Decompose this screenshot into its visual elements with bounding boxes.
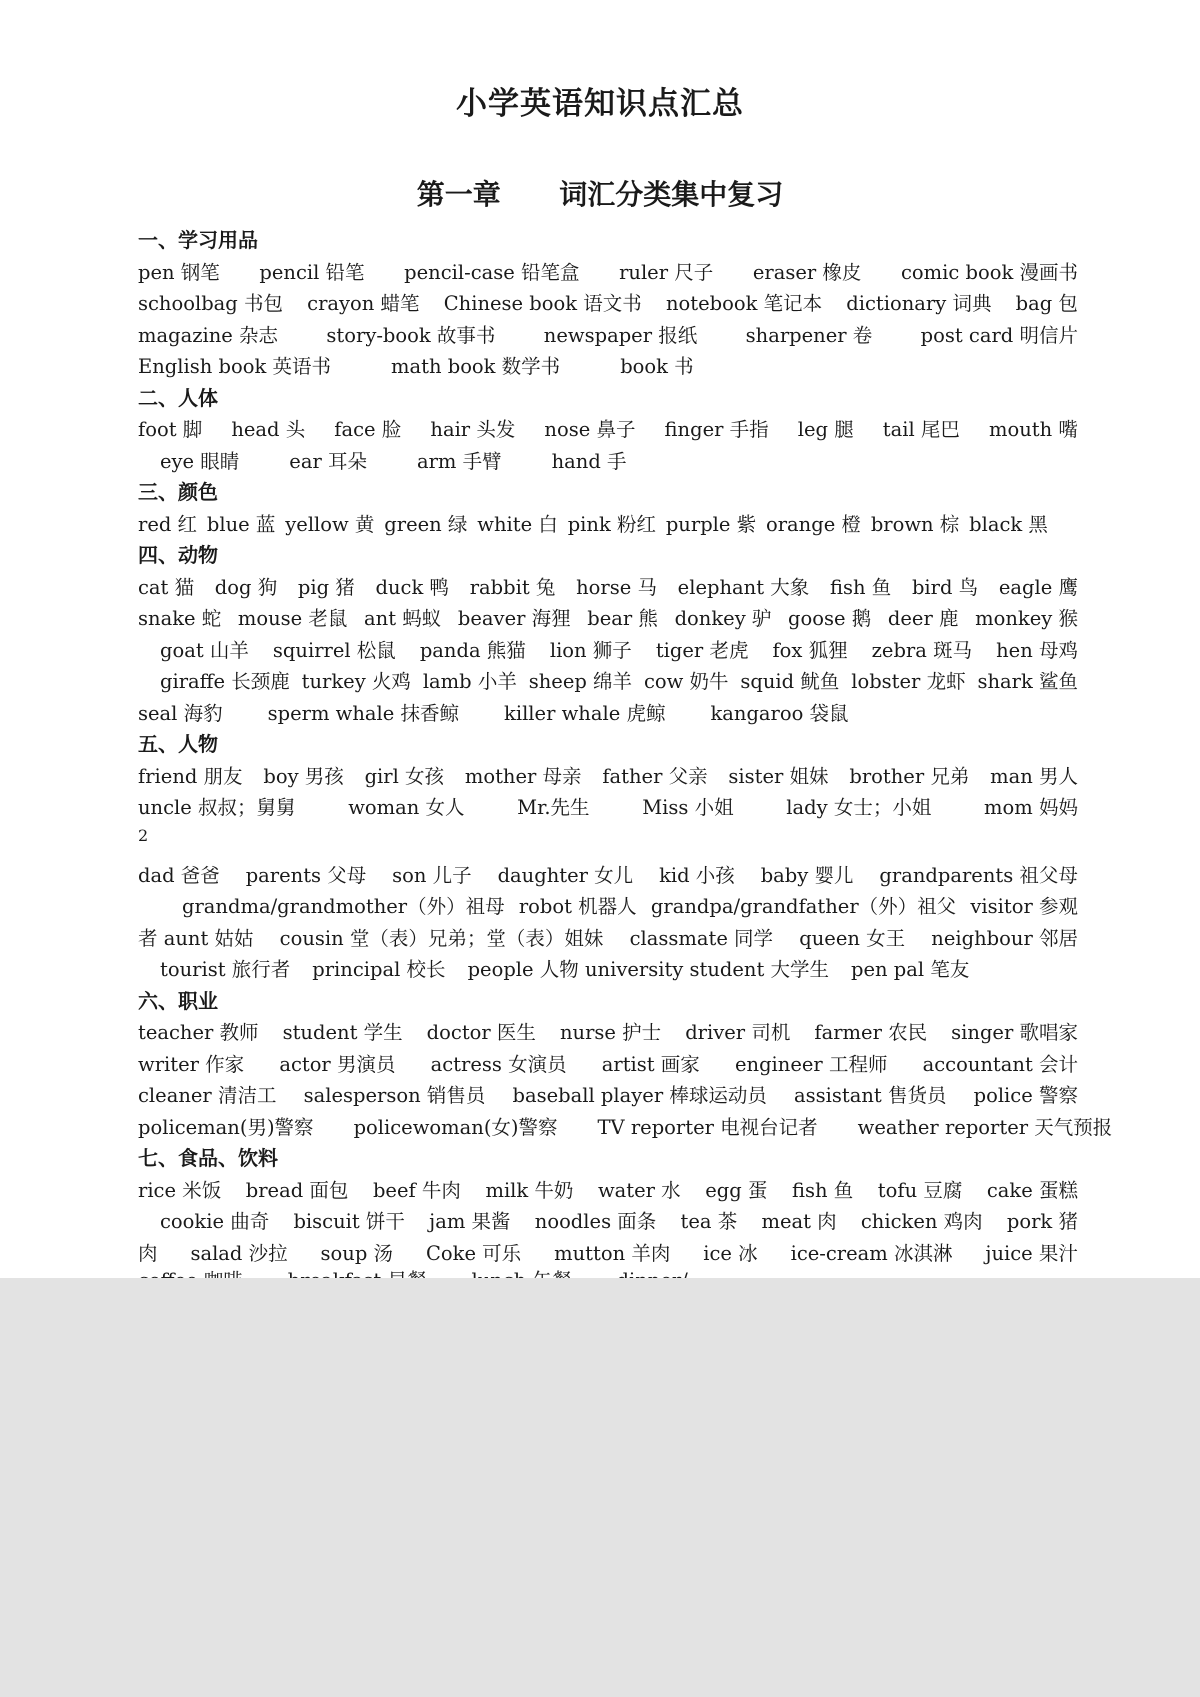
- vocab-entry: sister 姐妹: [728, 765, 829, 788]
- vocab-entry: horse 马: [576, 576, 657, 599]
- vocab-entry: policeman(男)警察: [138, 1116, 314, 1139]
- vocab-entry: bird 鸟: [911, 576, 979, 599]
- vocab-entry: turkey 火鸡: [301, 670, 411, 693]
- vocab-line: [138, 257, 1078, 288]
- section-heading: 一、学习用品: [138, 228, 258, 252]
- vocab-entry: fox 狐狸: [772, 639, 848, 662]
- vocab-entry: mouth 嘴: [989, 418, 1078, 441]
- vocab-entry: lamb 小羊: [422, 670, 517, 693]
- vocab-line: [138, 1175, 1078, 1206]
- vocab-entry: hand 手: [551, 450, 627, 473]
- vocab-entry: squirrel 松鼠: [272, 639, 396, 662]
- vocab-entry: engineer 工程师: [734, 1053, 888, 1076]
- page-number: 2: [138, 826, 149, 845]
- vocab-entry: squid 鱿鱼: [740, 670, 840, 693]
- vocab-entry: giraffe 长颈鹿: [160, 670, 290, 693]
- vocab-entry: beef 牛肉: [372, 1179, 461, 1202]
- vocab-entry: tofu 豆腐: [877, 1179, 963, 1202]
- vocab-entry: crayon 蜡笔: [307, 292, 420, 315]
- vocab-entry: tourist 旅行者: [160, 958, 291, 981]
- vocab-line: [138, 603, 1078, 634]
- vocab-entry: elephant 大象: [677, 576, 810, 599]
- vocab-entry: cookie 曲奇: [160, 1210, 270, 1233]
- vocab-entry: policewoman(女)警察: [353, 1116, 558, 1139]
- vocab-entry: pen pal 笔友: [851, 958, 970, 981]
- vocab-line: [138, 1049, 1078, 1080]
- vocab-line: [138, 288, 1078, 319]
- vocab-entry: chicken 鸡肉: [860, 1210, 983, 1233]
- vocab-entry: Chinese book 语文书: [443, 292, 642, 315]
- section-heading: 二、人体: [138, 386, 218, 410]
- vocab-entry: black 黑: [969, 513, 1048, 536]
- vocab-line: [160, 1206, 1078, 1237]
- vocab-entry: artist 画家: [601, 1053, 700, 1076]
- unrendered-page-area: [0, 1278, 1200, 1697]
- vocab-entry: panda 熊猫: [419, 639, 526, 662]
- vocab-entry: fish 鱼: [829, 576, 892, 599]
- vocab-entry: grandparents 祖父母: [879, 864, 1078, 887]
- vocab-entry: water 水: [597, 1179, 681, 1202]
- vocab-entry: meat 肉: [761, 1210, 837, 1233]
- vocab-entry: goose 鹅: [788, 607, 872, 630]
- vocab-line: [160, 666, 1078, 697]
- vocab-entry: tail 尾巴: [882, 418, 960, 441]
- vocab-entry: head 头: [231, 418, 306, 441]
- vocab-entry: tiger 老虎: [655, 639, 749, 662]
- section-heading: 三、颜色: [138, 480, 218, 504]
- vocab-entry: noodles 面条: [534, 1210, 657, 1233]
- vocab-entry: rabbit 兔: [469, 576, 556, 599]
- vocab-entry: cat 猫: [138, 576, 195, 599]
- vocab-entry: arm 手臂: [416, 450, 502, 473]
- vocab-entry: robot 机器人: [518, 895, 637, 918]
- vocab-entry: brown 棕: [870, 513, 960, 536]
- vocab-entry: math book 数学书: [391, 355, 561, 378]
- vocab-entry: sheep 绵羊: [528, 670, 633, 693]
- vocab-entry: teacher 教师: [138, 1021, 259, 1044]
- vocab-entry: neighbour 邻居: [931, 927, 1078, 950]
- vocab-entry: farmer 农民: [814, 1021, 928, 1044]
- vocab-line: [138, 1017, 1078, 1048]
- vocab-entry: actor 男演员: [279, 1053, 396, 1076]
- vocab-entry: shark 鲨鱼: [977, 670, 1078, 693]
- vocab-entry: white 白: [477, 513, 558, 536]
- vocab-entry: notebook 笔记本: [665, 292, 823, 315]
- vocab-entry: visitor 参观: [970, 895, 1078, 918]
- vocab-entry: accountant 会计: [922, 1053, 1078, 1076]
- section-heading: 七、食品、饮料: [138, 1146, 278, 1170]
- section-heading: 四、动物: [138, 543, 218, 567]
- vocab-entry: assistant 售货员: [794, 1084, 947, 1107]
- vocab-entry: singer 歌唱家: [951, 1021, 1078, 1044]
- vocab-entry: Mr.先生: [517, 796, 590, 819]
- vocab-line: [138, 698, 894, 729]
- vocab-entry: eagle 鹰: [998, 576, 1078, 599]
- vocab-entry: grandpa/grandfather（外）祖父: [650, 895, 957, 918]
- vocab-line: [138, 572, 1078, 603]
- vocab-entry: cleaner 清洁工: [138, 1084, 277, 1107]
- vocab-entry: salesperson 销售员: [303, 1084, 486, 1107]
- vocab-entry: doctor 医生: [426, 1021, 536, 1044]
- vocab-entry: snake 蛇: [138, 607, 222, 630]
- section-heading: 五、人物: [138, 732, 218, 756]
- vocab-entry: Coke 可乐: [425, 1242, 522, 1265]
- vocab-entry: weather reporter 天气预报: [857, 1116, 1113, 1139]
- vocab-entry: baby 婴儿: [760, 864, 854, 887]
- vocab-entry: newspaper 报纸: [543, 324, 698, 347]
- vocab-entry: cow 奶牛: [643, 670, 729, 693]
- vocab-entry: pencil-case 铅笔盒: [404, 261, 580, 284]
- vocab-entry: seal 海豹: [138, 702, 223, 725]
- vocab-line: [138, 414, 1078, 445]
- vocab-line: [138, 351, 754, 382]
- vocab-entry: hen 母鸡: [996, 639, 1078, 662]
- vocab-entry: book 书: [620, 355, 694, 378]
- vocab-entry: bag 包: [1015, 292, 1078, 315]
- vocab-entry: dictionary 词典: [846, 292, 992, 315]
- vocab-entry: yellow 黄: [285, 513, 375, 536]
- vocab-entry: pencil 铅笔: [259, 261, 365, 284]
- vocab-entry: leg 腿: [797, 418, 854, 441]
- vocab-entry: egg 蛋: [705, 1179, 768, 1202]
- vocab-entry: police 警察: [973, 1084, 1078, 1107]
- vocab-line: [138, 509, 1048, 540]
- vocab-entry: tea 茶: [680, 1210, 738, 1233]
- vocab-line: [138, 1112, 1152, 1143]
- vocab-entry: student 学生: [282, 1021, 403, 1044]
- vocab-line: [160, 446, 677, 477]
- vocab-entry: uncle 叔叔；舅舅: [138, 796, 296, 819]
- vocab-entry: jam 果酱: [429, 1210, 511, 1233]
- vocab-entry: duck 鸭: [375, 576, 449, 599]
- vocab-entry: boy 男孩: [263, 765, 344, 788]
- vocab-entry: pen 钢笔: [138, 261, 220, 284]
- vocab-entry: zebra 斑马: [871, 639, 973, 662]
- vocab-entry: bread 面包: [245, 1179, 349, 1202]
- vocab-line: [138, 761, 1078, 792]
- vocab-line: [160, 635, 1078, 666]
- vocab-entry: TV reporter 电视台记者: [597, 1116, 818, 1139]
- vocab-entry: cake 蛋糕: [986, 1179, 1078, 1202]
- vocab-entry: soup 汤: [320, 1242, 394, 1265]
- vocab-entry: classmate 同学: [629, 927, 774, 950]
- vocab-line: [138, 1080, 1078, 1111]
- vocab-entry: purple 紫: [665, 513, 757, 536]
- vocab-entry: comic book 漫画书: [900, 261, 1078, 284]
- vocab-entry: people 人物 university student 大学生: [467, 958, 830, 981]
- vocab-entry: magazine 杂志: [138, 324, 279, 347]
- vocab-entry: milk 牛奶: [485, 1179, 574, 1202]
- vocab-entry: ice 冰: [703, 1242, 758, 1265]
- vocab-entry: pork 猪: [1006, 1210, 1078, 1233]
- vocab-entry: nurse 护士: [559, 1021, 662, 1044]
- document-title: 小学英语知识点汇总: [456, 86, 744, 122]
- vocab-entry: girl 女孩: [364, 765, 445, 788]
- vocab-entry: ear 耳朵: [289, 450, 367, 473]
- vocab-entry: finger 手指: [664, 418, 769, 441]
- vocab-entry: ruler 尺子: [619, 261, 714, 284]
- vocab-entry: mutton 羊肉: [554, 1242, 671, 1265]
- vocab-entry: baseball player 棒球运动员: [512, 1084, 767, 1107]
- vocab-entry: friend 朋友: [138, 765, 243, 788]
- vocab-entry: rice 米饭: [138, 1179, 222, 1202]
- vocab-entry: green 绿: [384, 513, 468, 536]
- vocab-entry: Miss 小姐: [642, 796, 734, 819]
- vocab-entry: fish 鱼: [791, 1179, 854, 1202]
- vocab-line: [138, 320, 1078, 351]
- vocab-entry: sperm whale 抹香鲸: [267, 702, 460, 725]
- vocab-entry: daughter 女儿: [497, 864, 634, 887]
- vocab-entry: goat 山羊: [160, 639, 249, 662]
- vocab-entry: dad 爸爸: [138, 864, 220, 887]
- vocab-entry: red 红: [138, 513, 198, 536]
- vocab-entry: biscuit 饼干: [293, 1210, 405, 1233]
- vocab-entry: English book 英语书: [138, 355, 331, 378]
- vocab-entry: lion 狮子: [549, 639, 632, 662]
- vocab-entry: blue 蓝: [206, 513, 276, 536]
- vocab-entry: killer whale 虎鲸: [504, 702, 666, 725]
- vocab-entry: parents 父母: [245, 864, 367, 887]
- vocab-entry: lobster 龙虾: [851, 670, 966, 693]
- vocab-entry: actress 女演员: [430, 1053, 567, 1076]
- vocab-entry: salad 沙拉: [190, 1242, 288, 1265]
- vocab-line: [138, 792, 1078, 823]
- vocab-entry: son 儿子: [392, 864, 472, 887]
- vocab-entry: mom 妈妈: [984, 796, 1078, 819]
- vocab-entry: queen 女王: [799, 927, 906, 950]
- vocab-entry: deer 鹿: [887, 607, 959, 630]
- vocab-entry: brother 兄弟: [849, 765, 970, 788]
- vocab-entry: foot 脚: [138, 418, 203, 441]
- vocab-entry: mother 母亲: [464, 765, 582, 788]
- vocab-entry: kid 小孩: [659, 864, 735, 887]
- vocab-line: [138, 860, 1078, 891]
- vocab-entry: donkey 驴: [674, 607, 772, 630]
- vocab-entry: 肉: [138, 1242, 158, 1265]
- vocab-entry: driver 司机: [685, 1021, 791, 1044]
- vocab-entry: 者 aunt 姑姑: [138, 927, 254, 950]
- vocab-entry: bear 熊: [587, 607, 658, 630]
- vocab-entry: writer 作家: [138, 1053, 245, 1076]
- vocab-entry: schoolbag 书包: [138, 292, 283, 315]
- vocab-entry: pink 粉红: [567, 513, 656, 536]
- vocab-entry: post card 明信片: [920, 324, 1078, 347]
- vocab-entry: hair 头发: [430, 418, 516, 441]
- vocab-entry: eye 眼睛: [160, 450, 240, 473]
- vocab-entry: beaver 海狸: [457, 607, 571, 630]
- vocab-entry: man 男人: [990, 765, 1078, 788]
- chapter-title: 第一章 词汇分类集中复习: [416, 178, 784, 211]
- vocab-entry: dog 狗: [214, 576, 278, 599]
- vocab-entry: sharpener 卷: [745, 324, 873, 347]
- vocab-entry: monkey 猴: [975, 607, 1078, 630]
- vocab-entry: pig 猪: [297, 576, 355, 599]
- vocab-entry: nose 鼻子: [544, 418, 636, 441]
- vocab-entry: woman 女人: [348, 796, 465, 819]
- vocab-entry: principal 校长: [312, 958, 446, 981]
- vocab-entry: ice-cream 冰淇淋: [790, 1242, 953, 1265]
- vocab-line: [182, 891, 1078, 922]
- vocab-entry: ant 蚂蚁: [364, 607, 442, 630]
- vocab-line: [138, 923, 1078, 954]
- vocab-entry: mouse 老鼠: [237, 607, 348, 630]
- vocab-line: [160, 954, 991, 985]
- vocab-entry: orange 橙: [766, 513, 861, 536]
- vocab-entry: eraser 橡皮: [752, 261, 862, 284]
- vocab-entry: grandma/grandmother（外）祖母: [182, 895, 505, 918]
- section-heading: 六、职业: [138, 989, 218, 1013]
- vocab-entry: lady 女士；小姐: [786, 796, 932, 819]
- vocab-entry: story-book 故事书: [326, 324, 496, 347]
- vocab-entry: face 脸: [334, 418, 402, 441]
- vocab-entry: kangaroo 袋鼠: [710, 702, 849, 725]
- vocab-entry: juice 果汁: [985, 1242, 1078, 1265]
- vocab-entry: father 父亲: [602, 765, 708, 788]
- vocab-entry: cousin 堂（表）兄弟；堂（表）姐妹: [279, 927, 604, 950]
